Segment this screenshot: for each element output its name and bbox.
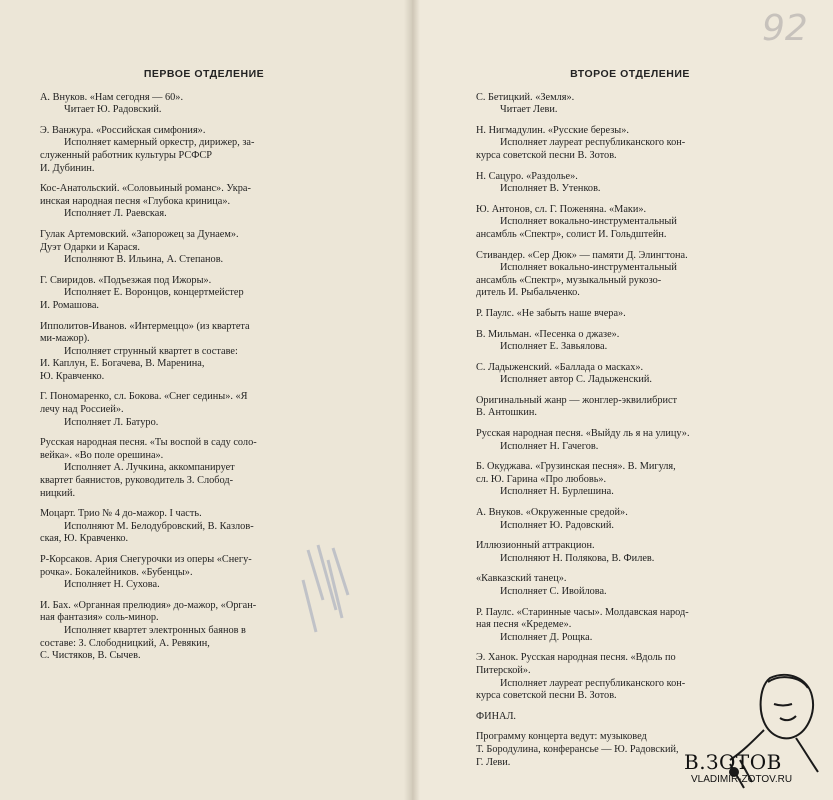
program-line: Ипполитов-Иванов. «Интермеццо» (из квартета	[40, 320, 250, 332]
program-item	[476, 92, 784, 117]
program-line: И. Ромашова.	[40, 299, 99, 311]
program-item	[476, 204, 784, 242]
program-line: И. Дубинин.	[40, 162, 95, 174]
program-item	[40, 391, 368, 429]
program-item	[476, 171, 784, 196]
program-item	[40, 554, 368, 592]
program-line: Исполняет Н. Сухова.	[64, 579, 160, 591]
program-item	[476, 573, 784, 598]
program-line: Стивандер. «Сер Дюк» — памяти Д. Элингтона.	[476, 249, 688, 261]
program-item	[40, 437, 368, 500]
program-line: Питерской».	[476, 664, 531, 676]
program-line: Гулак Артемовский. «Запорожец за Дунаем».	[40, 228, 239, 240]
program-line: курса советской песни В. Зотов.	[476, 149, 617, 161]
program-line: Дуэт Одарки и Карася.	[40, 241, 140, 253]
program-line: Исполняет вокально-инструментальный	[500, 216, 677, 228]
program-line: Иллюзионный аттракцион.	[476, 540, 595, 552]
program-line: Исполняет В. Утенков.	[500, 183, 601, 195]
program-line: квартет баянистов, руководитель З. Слобод-	[40, 475, 233, 487]
program-line: вейка». «Во поле орешина».	[40, 449, 164, 461]
program-line: Русская народная песня. «Выйду ль я на улицу».	[476, 428, 690, 440]
program-line: Исполняет вокально-инструментальный	[500, 262, 677, 274]
program-item	[40, 508, 368, 546]
program-item	[40, 229, 368, 267]
program-line: Исполняет С. Ивойлова.	[500, 586, 607, 597]
program-line: Т. Бородулина, конферансье — Ю. Радовский,	[476, 743, 679, 755]
program-line: ная песня «Кредеме».	[476, 619, 572, 631]
program-line: Исполняет Н. Бурлешина.	[500, 486, 614, 498]
program-item	[40, 600, 368, 663]
program-line: Н. Сацуро. «Раздолье».	[476, 170, 578, 182]
program-item	[40, 183, 368, 221]
program-line: А. Внуков. «Нам сегодня — 60».	[40, 91, 184, 103]
program-line: Читает Леви.	[500, 104, 558, 116]
first-section-program	[40, 92, 368, 663]
program-line: рочка». Бокалейников. «Бубенцы».	[40, 566, 193, 578]
program-item	[476, 461, 784, 499]
program-line: ансамбль «Спектр», солист И. Гольдштейн.	[476, 228, 667, 240]
program-line: Исполняет квартет электронных баянов в	[64, 624, 246, 636]
program-line: И. Бах. «Органная прелюдия» до-мажор, «Орган-	[40, 599, 257, 611]
page-number: 92	[762, 8, 808, 49]
program-line: курса советской песни В. Зотов.	[476, 690, 617, 702]
program-line: Исполняет Л. Батуро.	[64, 416, 159, 428]
program-line: Г. Свиридов. «Подъезжая под Ижоры».	[40, 274, 212, 286]
program-line: Исполняет лауреат республиканского кон-	[500, 137, 686, 149]
program-line: ми-мажор).	[40, 333, 90, 345]
program-line: С. Чистяков, В. Сычев.	[40, 650, 141, 662]
program-item	[40, 275, 368, 313]
program-line: Н. Нигмадулин. «Русские березы».	[476, 124, 629, 136]
program-line: С. Ладыженский. «Баллада о масках».	[476, 361, 644, 373]
program-line: Исполняют Н. Полякова, В. Филев.	[500, 552, 655, 564]
program-line: Г. Леви.	[476, 756, 511, 768]
program-item	[476, 395, 784, 420]
program-line: Ю. Антонов, сл. Г. Поженяна. «Маки».	[476, 203, 647, 215]
program-line: Оригинальный жанр — жонглер-эквилибрист	[476, 394, 678, 406]
program-line: Исполняет А. Лучкина, аккомпанирует	[64, 462, 235, 474]
program-line: Кос-Анатольский. «Соловьиный романс». Укра-	[40, 183, 251, 195]
program-line: Исполняет Д. Рощка.	[500, 631, 593, 643]
program-line: Р. Паулс. «Старинные часы». Молдавская народ-	[476, 606, 689, 618]
program-line: А. Внуков. «Окруженные средой».	[476, 507, 628, 519]
program-item	[40, 92, 368, 117]
program-line: ансамбль «Спектр», музыкальный рукозо-	[476, 274, 662, 286]
program-line: Исполняет Н. Гачегов.	[500, 440, 599, 452]
program-line: Исполняет автор С. Ладыженский.	[500, 374, 652, 386]
program-line: ская, Ю. Кравченко.	[40, 533, 129, 545]
program-item	[40, 321, 368, 384]
program-line: Моцарт. Трио № 4 до-мажор. I часть.	[40, 508, 202, 520]
watermark-title: В.ЗОТОВ	[684, 750, 782, 774]
program-line: Р-Корсаков. Ария Снегурочки из оперы «Снегу-	[40, 554, 252, 565]
program-line: Исполняет Ю. Радовский.	[500, 519, 614, 531]
program-item	[476, 607, 784, 645]
program-line: составе: З. Слободницкий, А. Ревякин,	[40, 637, 210, 649]
program-line: Б. Окуджава. «Грузинская песня». В. Мигуля,	[476, 461, 676, 473]
program-line: Г. Пономаренко, сл. Бокова. «Снег седины». «Я	[40, 391, 248, 403]
program-item	[476, 428, 784, 453]
program-item	[476, 362, 784, 387]
page-fold	[404, 0, 420, 800]
program-line: Р. Паулс. «Не забыть наше вчера».	[476, 307, 626, 319]
program-item	[476, 540, 784, 565]
program-line: Исполняют М. Белодубровский, В. Казлов-	[64, 520, 254, 532]
program-line: ФИНАЛ.	[476, 710, 517, 722]
program-line: В. Мильман. «Песенка о джазе».	[476, 328, 620, 340]
program-item	[476, 308, 784, 321]
program-line: инская народная песня «Глубока криница».	[40, 195, 231, 207]
program-line: Исполняет Л. Раевская.	[64, 208, 167, 220]
program-line: С. Бетицкий. «Земля».	[476, 91, 575, 103]
program-item	[476, 507, 784, 532]
program-line: Исполняет Е. Воронцов, концертмейстер	[64, 287, 244, 299]
first-section	[40, 68, 368, 671]
program-line: ницкий.	[40, 487, 76, 499]
program-line: служенный работник культуры РСФСР	[40, 149, 212, 161]
watermark-url: VLADIMIR-ZOTOV.RU	[691, 774, 793, 785]
program-line: Э. Ванжура. «Российская симфония».	[40, 124, 206, 136]
program-line: Исполняет струнный квартет в составе:	[64, 345, 238, 357]
program-line: сл. Ю. Гарина «Про любовь».	[476, 473, 607, 485]
second-section-heading: ВТОРОЕ ОТДЕЛЕНИЕ	[570, 68, 690, 80]
program-line: И. Каплун, Е. Богачева, В. Маренина,	[40, 358, 205, 370]
program-line: «Кавказский танец».	[476, 573, 567, 585]
program-item	[40, 125, 368, 175]
program-line: Исполняет камерный оркестр, дирижер, за-	[64, 137, 255, 149]
program-line: Исполняет Е. Завьялова.	[500, 341, 608, 353]
program-line: Ю. Кравченко.	[40, 370, 105, 382]
program-line: В. Антошкин.	[476, 407, 538, 419]
program-item	[476, 250, 784, 300]
program-line: ная фантазия» соль-минор.	[40, 612, 159, 624]
program-line: Читает Ю. Радовский.	[64, 104, 162, 116]
program-line: Программу концерта ведут: музыковед	[476, 731, 647, 743]
first-section-heading: ПЕРВОЕ ОТДЕЛЕНИЕ	[143, 68, 265, 80]
program-line: Э. Ханок. Русская народная песня. «Вдоль по	[476, 652, 676, 664]
program-item	[476, 125, 784, 163]
program-line: лечу над Россией».	[40, 404, 124, 416]
program-line: Исполняет лауреат республиканского кон-	[500, 677, 686, 689]
program-line: Русская народная песня. «Ты воспой в саду соло-	[40, 437, 257, 449]
program-line: дитель И. Рыбальченко.	[476, 287, 580, 299]
program-item	[476, 329, 784, 354]
program-line: Исполняют В. Ильина, А. Степанов.	[64, 254, 224, 266]
